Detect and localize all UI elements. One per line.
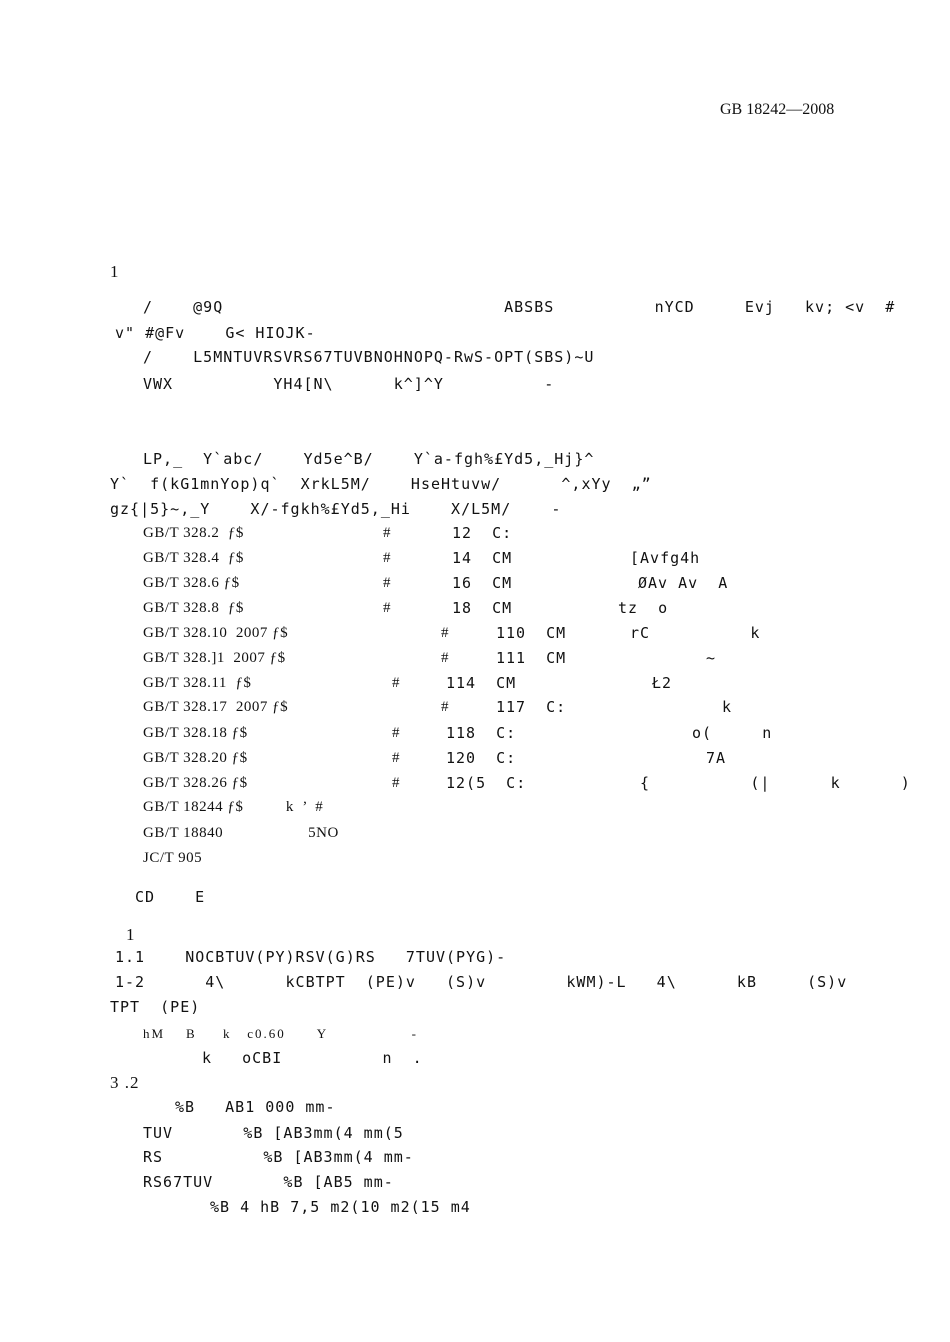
reference-mark: #	[441, 699, 449, 715]
reference-mark: #	[383, 550, 391, 566]
note-line: hM B k c0.60 Y -	[143, 1026, 419, 1041]
section-3-number: 1	[126, 925, 136, 944]
reference-code: GB/T 328.8 ƒ$	[143, 600, 244, 616]
reference-mark: #	[392, 725, 400, 741]
section-2-line-2: Y` f(kG1mnYop)q` XrkL5M/ HseHtuvw/ ^,xYy „”	[110, 475, 652, 493]
reference-part: 110 CM	[496, 624, 567, 642]
reference-mark: #	[392, 675, 400, 691]
reference-title: o( n	[692, 724, 773, 742]
reference-part: 111 CM	[496, 649, 567, 667]
reference-title: 7A	[706, 749, 727, 767]
reference-part: 118 C:	[446, 724, 517, 742]
reference-mark: #	[441, 650, 449, 666]
reference-part: 16 CM	[452, 574, 513, 592]
reference-code: GB/T 328.]1 2007 ƒ$	[143, 650, 286, 666]
reference-code: GB/T 328.4 ƒ$	[143, 550, 244, 566]
standard-number: GB 18242—2008	[720, 101, 835, 118]
spec-line: %B 4 hB 7,5 m2(10 m2(15 m4	[210, 1198, 471, 1216]
reference-title: tz o	[618, 599, 669, 617]
reference-title: { (| k )	[640, 774, 911, 792]
reference-code: GB/T 328.17 2007 ƒ$	[143, 699, 289, 715]
reference-part: 117 C:	[496, 698, 567, 716]
section-1-number: 1	[110, 262, 120, 281]
reference-code: GB/T 328.20 ƒ$	[143, 750, 248, 766]
reference-title: ~	[706, 649, 717, 667]
reference-code: GB/T 328.2 ƒ$	[143, 525, 244, 541]
reference-part: 12(5 C:	[446, 774, 527, 792]
section-1-line-1: / @9Q ABSBS nYCD Evj kv; <v #	[143, 298, 896, 316]
reference-mark: #	[392, 750, 400, 766]
reference-title: k	[722, 698, 733, 716]
reference-mark: #	[383, 525, 391, 541]
reference-code: GB/T 328.10 2007 ƒ$	[143, 625, 289, 641]
section-1-line-3: / L5MNTUVRSVRS67TUVBNOHNOPQ-RwS-OPT(SBS)~U	[143, 348, 595, 366]
reference-part: 18 CM	[452, 599, 513, 617]
section-2-line-1: LP,_ Y`abc/ Yd5e^B/ Y`a-fgh%£Yd5,_Hj}^	[143, 450, 595, 468]
spec-line: %B AB1 000 mm-	[175, 1098, 336, 1116]
reference-extra: JC/T 905	[143, 850, 203, 866]
reference-part: 14 CM	[452, 549, 513, 567]
spec-line: RS %B [AB3mm(4 mm-	[143, 1148, 414, 1166]
reference-mark: #	[392, 775, 400, 791]
reference-mark: #	[383, 600, 391, 616]
reference-code: GB/T 328.26 ƒ$	[143, 775, 248, 791]
reference-title: ØAv Av A	[638, 574, 729, 592]
reference-extra: GB/T 18840 5NO	[143, 825, 339, 841]
spec-line: RS67TUV %B [AB5 mm-	[143, 1173, 394, 1191]
section-1-line-4: VWX YH4[N\ k^]^Y -	[143, 375, 555, 393]
reference-title: Ł2	[652, 674, 673, 692]
section-3-heading: CD E	[135, 888, 206, 906]
definition-item: 1-2 4\ kCBTPT (PE)v (S)v kWM)-L 4\ kB (S)v	[115, 973, 848, 991]
reference-title: [Avfg4h	[630, 549, 701, 567]
definition-item: 1.1 NOCBTUV(PY)RSV(G)RS 7TUV(PYG)-	[115, 948, 507, 966]
section-2-line-3: gz{|5}~,_Y X/-fgkh%£Yd5,_Hi X/L5M/ -	[110, 500, 562, 518]
reference-code: GB/T 328.11 ƒ$	[143, 675, 252, 691]
reference-code: GB/T 328.6 ƒ$	[143, 575, 240, 591]
reference-part: 12 C:	[452, 524, 513, 542]
reference-title: rC k	[630, 624, 761, 642]
reference-part: 114 CM	[446, 674, 517, 692]
reference-extra: GB/T 18244 ƒ$ k ’ #	[143, 799, 324, 815]
reference-mark: #	[441, 625, 449, 641]
reference-mark: #	[383, 575, 391, 591]
note-line: k oCBI n .	[202, 1049, 423, 1067]
spec-line: TUV %B [AB3mm(4 mm(5	[143, 1124, 404, 1142]
reference-part: 120 C:	[446, 749, 517, 767]
section-1-line-2: v" #@Fv G< HIOJK-	[115, 324, 316, 342]
definition-item: TPT (PE)	[110, 998, 201, 1016]
reference-code: GB/T 328.18 ƒ$	[143, 725, 248, 741]
subsection-number: 3 .2	[110, 1073, 140, 1092]
